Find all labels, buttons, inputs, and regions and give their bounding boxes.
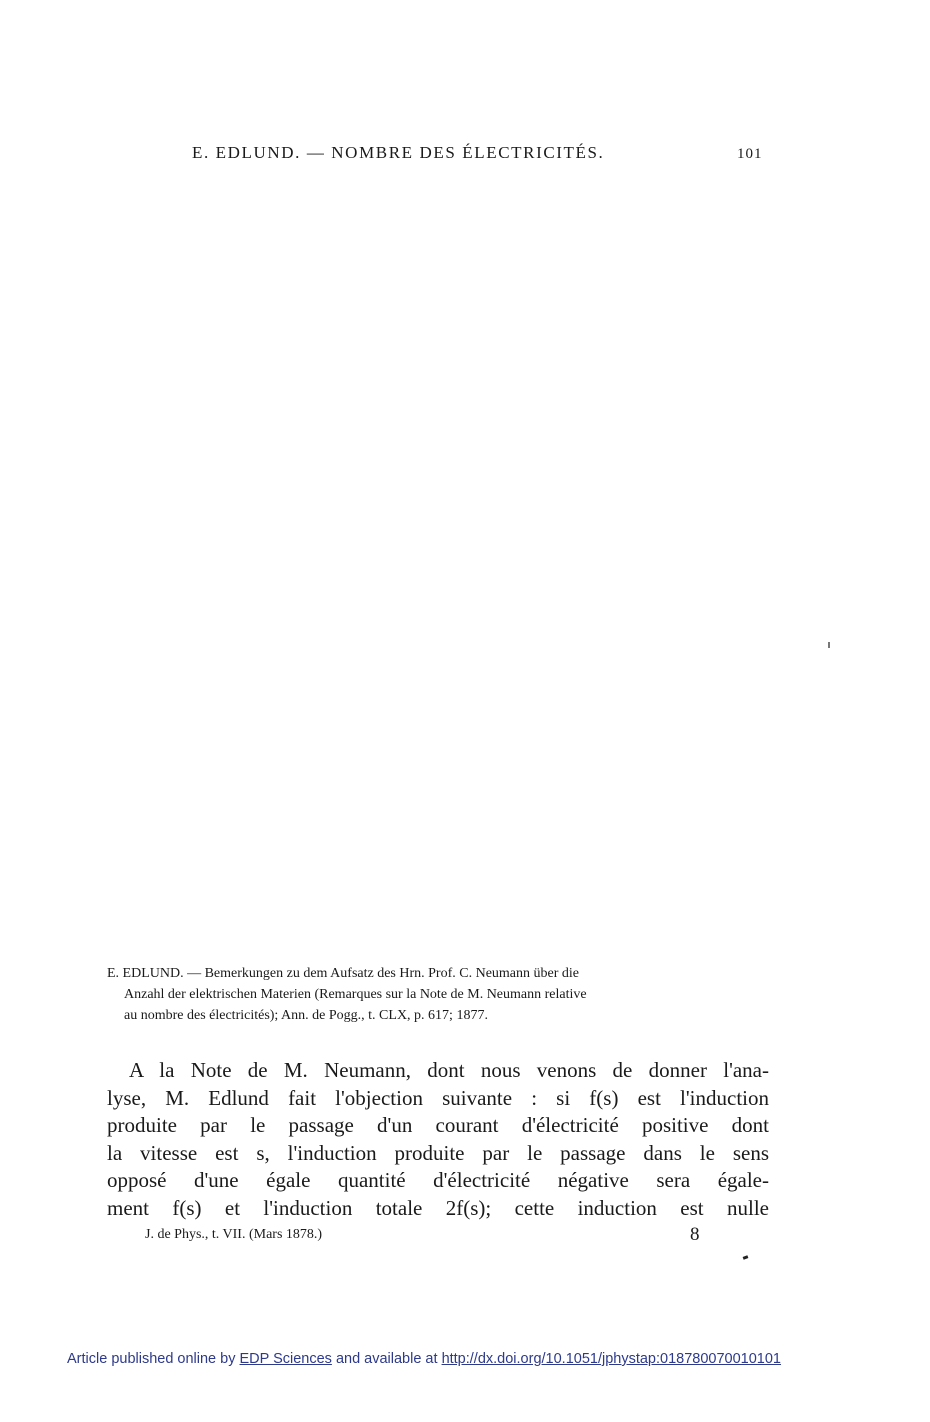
doi-link[interactable]: http://dx.doi.org/10.1051/jphystap:018780070010101 xyxy=(441,1351,781,1367)
publisher-bar xyxy=(67,1351,781,1367)
sheet-signature: 8 xyxy=(690,1224,700,1245)
body-line-6: ment f(s) et l'induction totale 2f(s); cette induction est nulle xyxy=(107,1195,769,1220)
body-line-2: lyse, M. Edlund fait l'objection suivante : si f(s) est l'induction xyxy=(107,1085,769,1110)
body-line-1: A la Note de M. Neumann, dont nous venons de donner l'ana- xyxy=(129,1058,769,1082)
page-footer xyxy=(145,1224,705,1245)
journal-signature: J. de Phys., t. VII. (Mars 1878.) xyxy=(145,1227,323,1242)
running-title: E. EDLUND. — NOMBRE DES ÉLECTRICITÉS. xyxy=(192,143,605,162)
page-number: 101 xyxy=(737,146,763,162)
body-line-4: la vitesse est s, l'induction produite par le passage dans le sens xyxy=(107,1140,769,1165)
ink-mark xyxy=(743,1255,749,1260)
reference-line-3: au nombre des électricités); Ann. de Pogg., t. CLX, p. 617; 1877. xyxy=(124,1008,488,1023)
publisher-link[interactable]: EDP Sciences xyxy=(239,1351,332,1367)
running-head xyxy=(0,143,930,167)
body-line-5: opposé d'une égale quantité d'électricité négative sera égale- xyxy=(107,1168,769,1192)
body-line-3: produite par le passage d'un courant d'électricité positive dont xyxy=(107,1113,769,1137)
bibliographic-reference xyxy=(107,963,769,1026)
body-paragraph xyxy=(107,1057,769,1222)
reference-line-2: Anzahl der elektrischen Materien (Remarques sur la Note de M. Neumann relative xyxy=(124,987,587,1002)
publisher-prefix: Article published online by xyxy=(67,1351,240,1367)
reference-line-1: E. EDLUND. — Bemerkungen zu dem Aufsatz des Hrn. Prof. C. Neumann über die xyxy=(107,966,580,981)
publisher-middle: and available at xyxy=(331,1351,442,1367)
scan-speck xyxy=(828,642,830,648)
